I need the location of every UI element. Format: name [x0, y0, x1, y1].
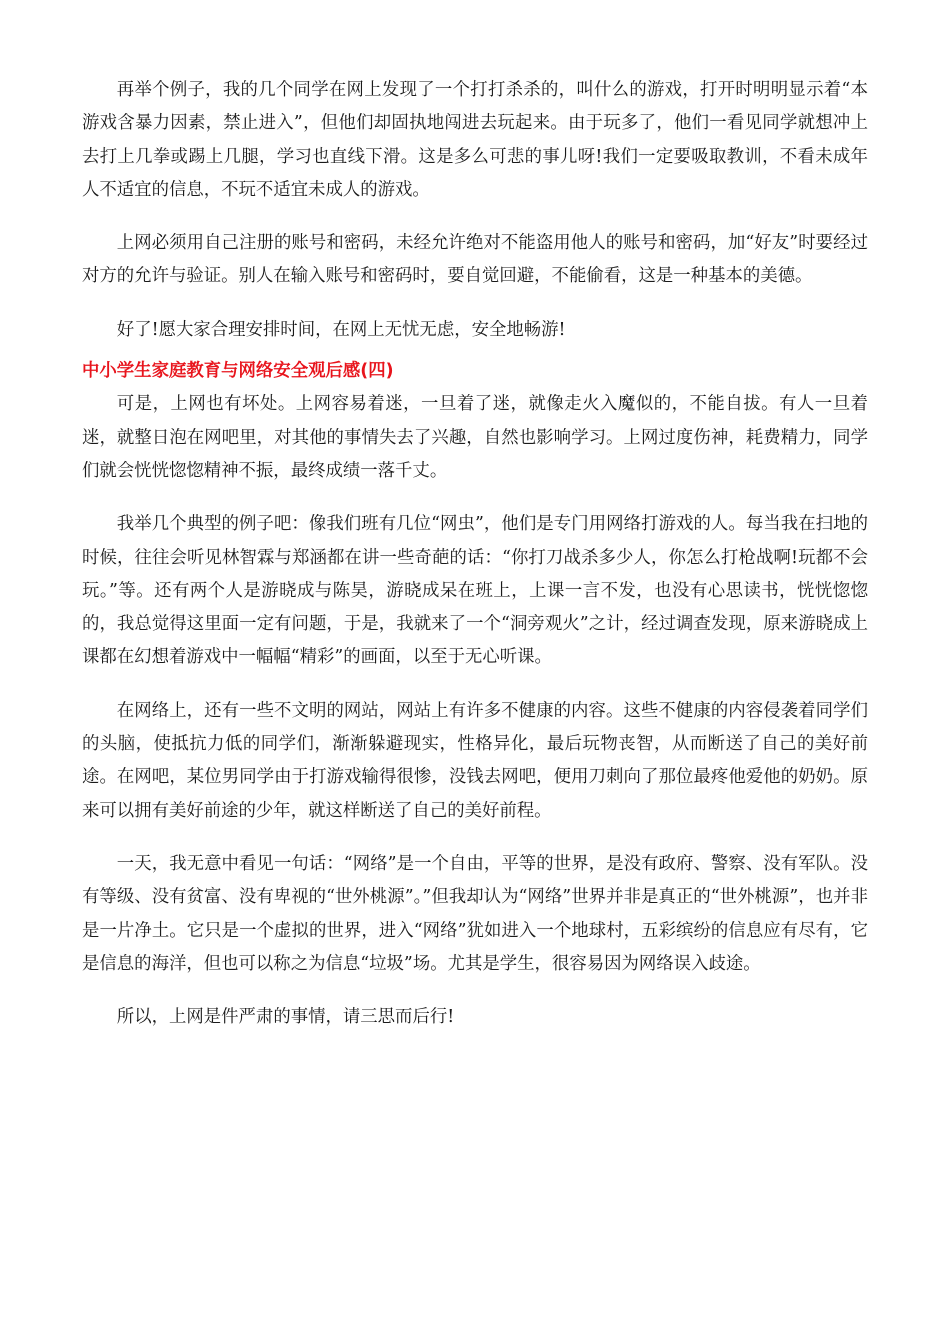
article-body — [82, 74, 868, 1054]
paragraph-typical-examples: 我举几个典型的例子吧：像我们班有几位“网虫”，他们是专门用网络打游戏的人。每当我在扫地的时候，往往会听见林智霖与郑涵都在讲一些奇葩的话：“你打刀战杀多少人，你怎么打枪战啊!玩都不会玩。”等。还有两个人是游晓成与陈昊，游晓成呆在班上，上课一言不发，也没有心思读书，恍恍惚惚的，我总觉得这里面一定有问题，于是，我就来了一个“洞旁观火”之计，经过调查发现，原来游晓成上课都在幻想着游戏中一幅幅“精彩”的画面，以至于无心听课。 — [82, 514, 868, 668]
paragraph-internet-harm: 可是，上网也有坏处。上网容易着迷，一旦着了迷，就像走火入魔似的，不能自拔。有人一旦着迷，就整日泡在网吧里，对其他的事情失去了兴趣，自然也影响学习。上网过度伤神，耗费精力，同学们就会恍恍惚惚精神不振，最终成绩一落千丈。 — [82, 394, 868, 481]
paragraph-unhealthy-sites: 在网络上，还有一些不文明的网站，网站上有许多不健康的内容。这些不健康的内容侵袭着同学们的头脑，使抵抗力低的同学们，渐渐躲避现实，性格异化，最后玩物丧智，从而断送了自己的美好前途。在网吧，某位男同学由于打游戏输得很惨，没钱去网吧，便用刀刺向了那位最疼他爱他的奶奶。原来可以拥有美好前途的少年，就这样断送了自己的美好前程。 — [82, 700, 868, 821]
paragraph-network-world: 一天，我无意中看见一句话：“网络”是一个自由，平等的世界，是没有政府、警察、没有军队。没有等级、没有贫富、没有卑视的“世外桃源”。”但我却认为“网络”世界并非是真正的“世外桃源”，也并非是一片净土。它只是一个虚拟的世界，进入“网络”犹如进入一个地球村，五彩缤纷的信息应有尽有，它是信息的海洋，但也可以称之为信息“垃圾”场。尤其是学生，很容易因为网络误入歧途。 — [82, 853, 868, 974]
paragraph-game-example: 再举个例子，我的几个同学在网上发现了一个打打杀杀的，叫什么的游戏，打开时明明显示着“本游戏含暴力因素，禁止进入”，但他们却固执地闯进去玩起来。由于玩多了，他们一看见同学就想冲上去打上几拳或踢上几腿，学习也直线下滑。这是多么可悲的事儿呀!我们一定要吸取教训，不看未成年人不适宜的信息，不玩不适宜未成人的游戏。 — [82, 80, 868, 200]
section-heading: 中小学生家庭教育与网络安全观后感(四) — [82, 361, 394, 382]
paragraph-conclusion: 所以，上网是件严肃的事情，请三思而后行! — [116, 1007, 455, 1028]
paragraph-account-password: 上网必须用自己注册的账号和密码，未经允许绝对不能盗用他人的账号和密码，加“好友”时要经过对方的允许与验证。别人在输入账号和密码时，要自觉回避，不能偷看，这是一种基本的美德。 — [82, 233, 868, 287]
paragraph-closing-wish: 好了!愿大家合理安排时间，在网上无忧无虑，安全地畅游! — [116, 319, 566, 340]
